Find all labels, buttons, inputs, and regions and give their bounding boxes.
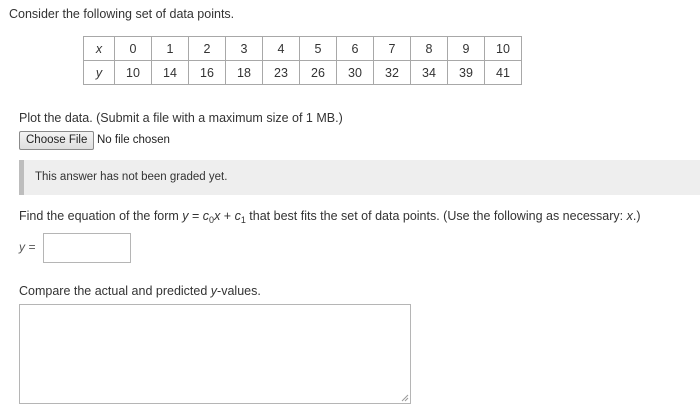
equation-close: .) [632, 209, 641, 223]
cell-y-10: 41 [485, 61, 522, 85]
compare-prompt [19, 284, 261, 298]
table-row-y [84, 61, 522, 85]
cell-y-4: 23 [263, 61, 300, 85]
equation-c1: c [234, 209, 241, 223]
data-table [83, 36, 522, 85]
cell-y-8: 34 [411, 61, 448, 85]
equation-c1-sub: 1 [240, 215, 246, 225]
cell-x-10: 10 [485, 37, 522, 61]
cell-y-6: 30 [337, 61, 374, 85]
cell-y-2: 16 [189, 61, 226, 85]
cell-x-8: 8 [411, 37, 448, 61]
equation-x: x [214, 209, 221, 223]
plot-prompt: Plot the data. (Submit a file with a maximum size of 1 MB.) [19, 111, 343, 125]
grading-status-text: This answer has not been graded yet. [35, 171, 228, 183]
cell-x-7: 7 [374, 37, 411, 61]
equation-plus: + [220, 209, 235, 223]
compare-answer-textarea[interactable] [19, 304, 411, 404]
cell-x-0: 0 [115, 37, 152, 61]
equation-y: y [182, 209, 189, 223]
equation-suffix: that best fits the set of data points. (Use the following as necessary: [245, 209, 627, 223]
cell-x-4: 4 [263, 37, 300, 61]
compare-suffix: -values. [217, 284, 261, 298]
choose-file-button[interactable]: Choose File [19, 131, 94, 150]
answer-label: y = [19, 240, 36, 254]
file-status: No file chosen [97, 134, 170, 146]
equation-var: x [626, 209, 633, 223]
cell-y-0: 10 [115, 61, 152, 85]
row-header-y: y [84, 61, 115, 85]
cell-y-9: 39 [448, 61, 485, 85]
equation-c0-sub: 0 [209, 215, 215, 225]
compare-var: y [210, 284, 218, 298]
cell-x-9: 9 [448, 37, 485, 61]
equation-answer-input[interactable] [43, 233, 131, 263]
cell-x-1: 1 [152, 37, 189, 61]
cell-x-3: 3 [226, 37, 263, 61]
equation-prompt [19, 209, 640, 225]
compare-prefix: Compare the actual and predicted [19, 284, 211, 298]
cell-x-5: 5 [300, 37, 337, 61]
equation-equals: = [188, 209, 203, 223]
equation-prefix: Find the equation of the form [19, 209, 183, 223]
equation-c0: c [202, 209, 210, 223]
row-header-x: x [84, 37, 115, 61]
cell-y-1: 14 [152, 61, 189, 85]
cell-x-2: 2 [189, 37, 226, 61]
cell-x-6: 6 [337, 37, 374, 61]
table-row-x [84, 37, 522, 61]
question-intro: Consider the following set of data points. [9, 7, 235, 21]
resize-handle-icon[interactable] [401, 394, 409, 402]
cell-y-3: 18 [226, 61, 263, 85]
cell-y-7: 32 [374, 61, 411, 85]
cell-y-5: 26 [300, 61, 337, 85]
